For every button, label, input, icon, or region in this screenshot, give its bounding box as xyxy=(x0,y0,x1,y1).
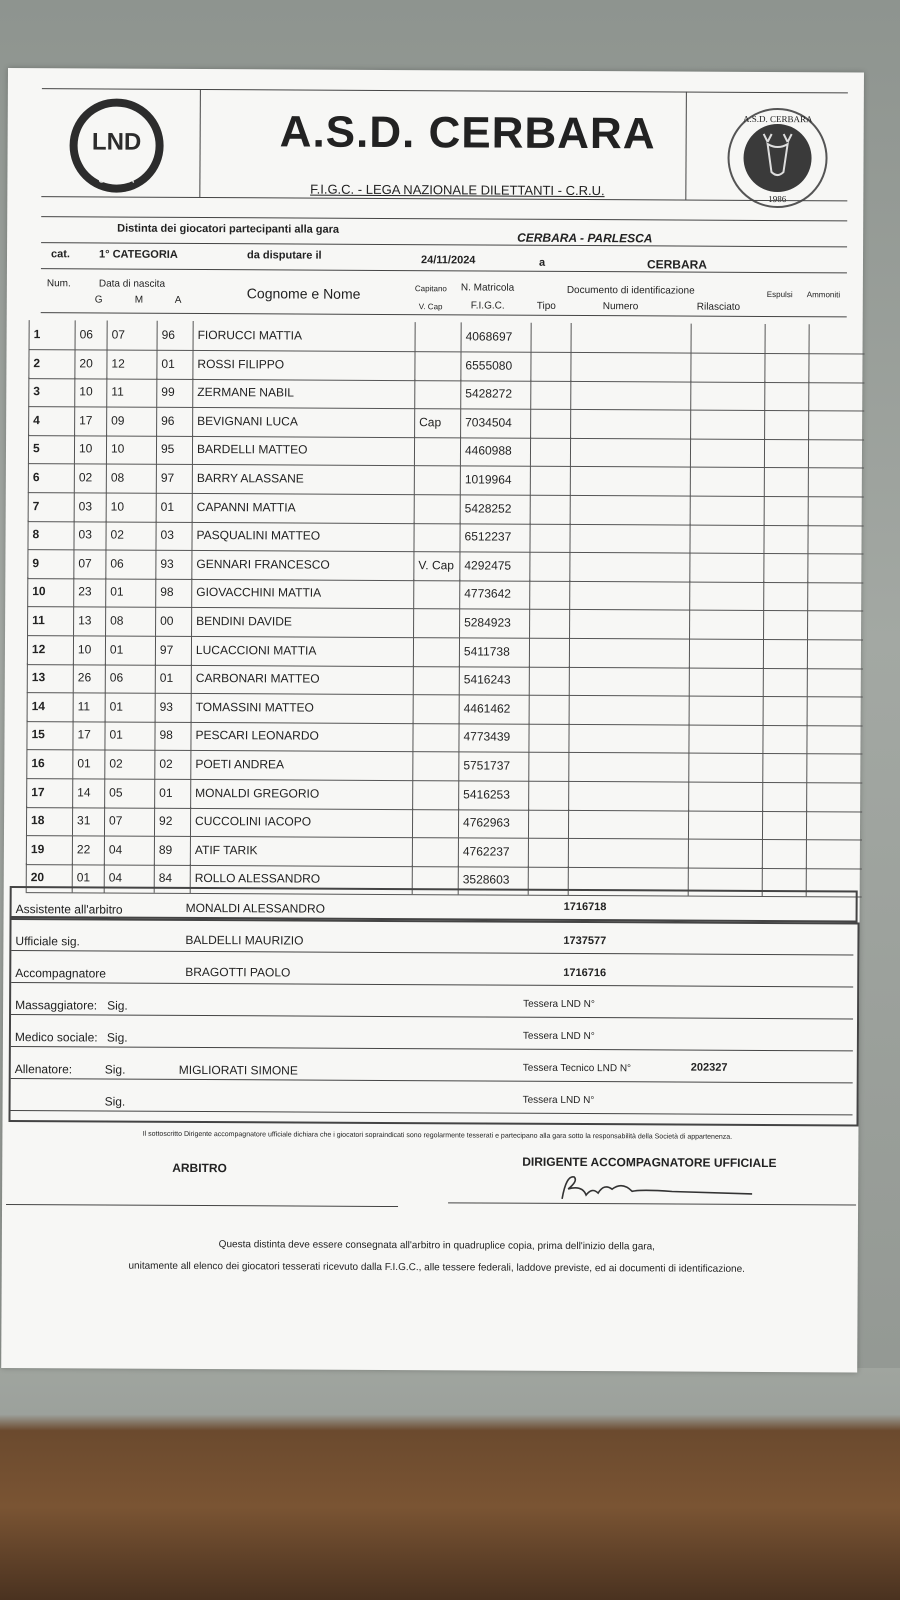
col-numero: Numero xyxy=(602,301,639,313)
player-number: 14 xyxy=(27,692,73,721)
espulsi-cell xyxy=(764,496,808,525)
masseur-tessera: Tessera LND N° xyxy=(523,998,595,1011)
player-birth-year: 92 xyxy=(154,807,190,836)
coach-tessera: Tessera Tecnico LND N° xyxy=(522,1062,632,1075)
player-birth-day: 31 xyxy=(72,807,104,836)
col-tipo: Tipo xyxy=(536,300,556,312)
player-number: 13 xyxy=(27,663,73,692)
note-line-2: unitamente all elenco dei giocatori tesserati ricevuto dalla F.I.G.C., alle tessere federali, laddove previste, ed ai documenti di identificazione. xyxy=(128,1260,745,1275)
doc-rilasciato-cell xyxy=(688,810,762,839)
player-birth-day: 17 xyxy=(74,406,106,435)
doc-numero-cell xyxy=(569,638,689,668)
player-number: 19 xyxy=(26,835,72,864)
staff-box xyxy=(8,918,859,1126)
doc-tipo-cell xyxy=(530,466,570,495)
player-birth-day: 01 xyxy=(72,749,104,778)
espulsi-cell xyxy=(763,553,807,582)
espulsi-cell xyxy=(764,381,808,410)
ammoniti-cell xyxy=(807,696,863,725)
doc-tipo-cell xyxy=(530,437,570,466)
companion-name: BRAGOTTI PAOLO xyxy=(185,964,291,980)
player-number: 9 xyxy=(27,549,73,578)
doc-numero-cell xyxy=(568,752,688,782)
doc-numero-cell xyxy=(569,580,689,610)
player-birth-year: 02 xyxy=(154,750,190,779)
col-g: G xyxy=(94,294,103,306)
medic-sig: Sig. xyxy=(106,1030,128,1045)
espulsi-cell xyxy=(764,438,808,467)
col-m: M xyxy=(134,294,144,306)
doc-rilasciato-cell xyxy=(690,381,764,410)
player-matricola: 5751737 xyxy=(458,751,528,780)
declaration-text: Il sottoscritto Dirigente accompagnatore ufficiale dichiara che i giocatori sopraindicati sono regolarmente tesserati e partecipano alla gara sotto la responsabilità della Società di appartenenza. xyxy=(142,1130,733,1141)
player-name: CAPANNI MATTIA xyxy=(192,493,414,523)
extra-sig: Sig. xyxy=(104,1094,126,1109)
player-role xyxy=(412,780,458,809)
ammoniti-cell xyxy=(808,467,864,496)
doc-tipo-cell xyxy=(530,380,570,409)
doc-numero-cell xyxy=(569,609,689,639)
player-number: 20 xyxy=(26,863,72,892)
player-birth-day: 13 xyxy=(73,606,105,635)
doc-rilasciato-cell xyxy=(688,753,762,782)
player-role xyxy=(414,351,460,380)
club-crest xyxy=(727,108,828,209)
doc-tipo-cell xyxy=(530,351,570,380)
coach-sig: Sig. xyxy=(104,1062,126,1077)
doc-tipo-cell xyxy=(529,666,569,695)
col-figc: F.I.G.C. xyxy=(470,300,505,312)
doc-rilasciato-cell xyxy=(689,610,763,639)
player-matricola: 6512237 xyxy=(459,523,529,552)
player-name: MONALDI GREGORIO xyxy=(190,779,412,809)
player-birth-year: 96 xyxy=(156,407,192,436)
player-birth-year: 98 xyxy=(154,721,190,750)
player-name: ROSSI FILIPPO xyxy=(192,350,414,380)
ammoniti-cell xyxy=(808,439,864,468)
player-birth-year: 99 xyxy=(156,378,192,407)
player-birth-month: 02 xyxy=(104,750,154,779)
cat-label: cat. xyxy=(50,248,71,261)
extra-tessera: Tessera LND N° xyxy=(522,1094,595,1107)
player-number: 12 xyxy=(27,635,73,664)
ammoniti-cell xyxy=(808,381,864,410)
player-role xyxy=(413,637,459,666)
player-name: BEVIGNANI LUCA xyxy=(192,407,414,437)
lnd-logo-text: LND xyxy=(91,128,142,156)
ammoniti-cell xyxy=(807,582,863,611)
player-matricola: 4461462 xyxy=(459,694,529,723)
doc-numero-cell xyxy=(569,666,689,696)
match-sheet xyxy=(1,68,864,1372)
player-birth-month: 07 xyxy=(104,807,154,836)
doc-numero-cell xyxy=(569,695,689,725)
wooden-table-background xyxy=(0,1368,900,1600)
player-matricola: 5416253 xyxy=(458,780,528,809)
player-number: 6 xyxy=(28,463,74,492)
player-birth-day: 07 xyxy=(73,549,105,578)
player-role xyxy=(415,322,461,351)
masseur-sig: Sig. xyxy=(107,998,128,1013)
player-number: 1 xyxy=(29,320,75,349)
player-name: PASQUALINI MATTEO xyxy=(191,521,413,551)
match-teams: CERBARA - PARLESCA xyxy=(517,230,653,246)
player-name: GENNARI FRANCESCO xyxy=(191,550,413,580)
player-birth-month: 06 xyxy=(105,664,155,693)
espulsi-cell xyxy=(763,696,807,725)
club-title: A.S.D. CERBARA xyxy=(279,107,656,159)
player-birth-day: 22 xyxy=(72,835,104,864)
medic-label: Medico sociale: xyxy=(14,1030,98,1045)
player-birth-month: 10 xyxy=(106,492,156,521)
player-role xyxy=(414,437,460,466)
doc-numero-cell xyxy=(570,352,690,382)
doc-numero-cell xyxy=(569,552,689,582)
player-role xyxy=(412,837,458,866)
player-name: CUCCOLINI IACOPO xyxy=(190,807,412,837)
player-number: 10 xyxy=(27,577,73,606)
player-role xyxy=(413,522,459,551)
club-crest-year: 1986 xyxy=(768,193,787,205)
player-birth-month: 08 xyxy=(106,464,156,493)
official-number: 1737577 xyxy=(563,934,607,948)
player-matricola: 4068697 xyxy=(461,322,531,351)
player-role xyxy=(413,580,459,609)
player-birth-day: 20 xyxy=(74,349,106,378)
doc-rilasciato-cell xyxy=(690,352,764,381)
player-birth-day: 23 xyxy=(73,578,105,607)
player-birth-month: 02 xyxy=(105,521,155,550)
player-matricola: 3528603 xyxy=(458,866,528,895)
player-name: BENDINI DAVIDE xyxy=(191,607,413,637)
ammoniti-cell xyxy=(807,524,863,553)
doc-numero-cell xyxy=(570,495,690,525)
ammoniti-cell xyxy=(809,324,865,353)
player-birth-month: 04 xyxy=(104,835,154,864)
ammoniti-cell xyxy=(806,725,862,754)
player-birth-day: 10 xyxy=(74,435,106,464)
doc-tipo-cell xyxy=(529,609,569,638)
player-name: ZERMANE NABIL xyxy=(192,378,414,408)
player-number: 16 xyxy=(26,749,72,778)
ammoniti-cell xyxy=(807,610,863,639)
player-matricola: 1019964 xyxy=(460,465,530,494)
player-birth-year: 01 xyxy=(156,349,192,378)
companion-label: Accompagnatore xyxy=(15,966,107,981)
player-role xyxy=(414,494,460,523)
player-name: TOMASSINI MATTEO xyxy=(191,693,413,723)
ammoniti-cell xyxy=(806,810,862,839)
player-role xyxy=(413,694,459,723)
player-name: CARBONARI MATTEO xyxy=(191,664,413,694)
doc-rilasciato-cell xyxy=(689,695,763,724)
player-birth-year: 97 xyxy=(155,635,191,664)
espulsi-cell xyxy=(763,581,807,610)
doc-tipo-cell xyxy=(530,494,570,523)
doc-numero-cell xyxy=(570,409,690,439)
player-birth-month: 01 xyxy=(105,578,155,607)
arbitro-label: ARBITRO xyxy=(172,1160,227,1176)
player-birth-year: 84 xyxy=(154,864,190,893)
player-birth-month: 01 xyxy=(104,721,154,750)
doc-tipo-cell xyxy=(531,323,571,352)
doc-numero-cell xyxy=(568,723,688,753)
player-name: BARRY ALASSANE xyxy=(192,464,414,494)
doc-tipo-cell xyxy=(528,752,568,781)
player-matricola: 4762237 xyxy=(458,837,528,866)
player-birth-month: 01 xyxy=(105,692,155,721)
doc-numero-cell xyxy=(568,781,688,811)
col-document: Documento di identificazione xyxy=(566,284,695,297)
player-matricola: 7034504 xyxy=(460,408,530,437)
doc-rilasciato-cell xyxy=(690,467,764,496)
player-birth-year: 03 xyxy=(155,521,191,550)
masseur-label: Massaggiatore: xyxy=(15,998,98,1013)
espulsi-cell xyxy=(765,324,809,353)
player-matricola: 4773642 xyxy=(459,580,529,609)
doc-tipo-cell xyxy=(530,409,570,438)
player-birth-month: 11 xyxy=(106,378,156,407)
player-matricola: 5284923 xyxy=(459,608,529,637)
player-birth-month: 10 xyxy=(106,435,156,464)
doc-tipo-cell xyxy=(529,637,569,666)
player-birth-day: 17 xyxy=(72,721,104,750)
ammoniti-cell xyxy=(806,782,862,811)
player-birth-month: 06 xyxy=(105,549,155,578)
espulsi-cell xyxy=(762,724,806,753)
doc-numero-cell xyxy=(568,809,688,839)
player-birth-year: 93 xyxy=(155,693,191,722)
federation-title: F.I.G.C. - LEGA NAZIONALE DILETTANTI - C.R.U. xyxy=(310,181,605,199)
doc-numero-cell xyxy=(568,838,688,868)
doc-rilasciato-cell xyxy=(690,495,764,524)
col-name: Cognome e Nome xyxy=(246,285,361,302)
ammoniti-cell xyxy=(807,667,863,696)
espulsi-cell xyxy=(763,610,807,639)
player-role xyxy=(412,751,458,780)
player-birth-year: 95 xyxy=(156,435,192,464)
col-espulsi: Espulsi xyxy=(766,289,793,300)
doc-rilasciato-cell xyxy=(689,581,763,610)
doc-numero-cell xyxy=(570,380,690,410)
player-name: PESCARI LEONARDO xyxy=(190,721,412,751)
ammoniti-cell xyxy=(806,839,862,868)
player-birth-year: 00 xyxy=(155,607,191,636)
player-matricola: 6555080 xyxy=(460,351,530,380)
player-role xyxy=(413,665,459,694)
lnd-logo xyxy=(69,98,163,192)
col-ammoniti: Ammoniti xyxy=(806,290,841,300)
doc-numero-cell xyxy=(569,523,689,553)
player-birth-day: 01 xyxy=(72,864,104,893)
player-matricola: 4292475 xyxy=(459,551,529,580)
player-number: 17 xyxy=(26,778,72,807)
player-birth-day: 14 xyxy=(72,778,104,807)
ammoniti-cell xyxy=(808,410,864,439)
ammoniti-cell xyxy=(806,753,862,782)
col-captain: Capitano xyxy=(414,284,447,294)
player-role xyxy=(412,808,458,837)
official-label: Ufficiale sig. xyxy=(15,934,80,949)
assistant-box xyxy=(10,886,858,922)
player-birth-year: 01 xyxy=(155,664,191,693)
player-number: 3 xyxy=(28,377,74,406)
assistant-name: MONALDI ALESSANDRO xyxy=(185,900,326,916)
doc-tipo-cell xyxy=(529,695,569,724)
player-birth-day: 11 xyxy=(73,692,105,721)
doc-rilasciato-cell xyxy=(689,638,763,667)
player-birth-year: 96 xyxy=(157,321,193,350)
player-role xyxy=(412,723,458,752)
player-name: GIOVACCHINI MATTIA xyxy=(191,578,413,608)
player-number: 18 xyxy=(26,806,72,835)
medic-tessera: Tessera LND N° xyxy=(522,1030,595,1043)
player-matricola: 5428252 xyxy=(460,494,530,523)
player-birth-day: 06 xyxy=(75,320,107,349)
player-matricola: 5428272 xyxy=(460,380,530,409)
doc-tipo-cell xyxy=(528,780,568,809)
distinta-label: Distinta dei giocatori partecipanti alla gara xyxy=(117,222,340,236)
col-rilasciato: Rilasciato xyxy=(696,301,741,313)
player-matricola: 4762963 xyxy=(458,809,528,838)
espulsi-cell xyxy=(763,667,807,696)
assistant-label: Assistente all'arbitro xyxy=(15,902,123,917)
doc-rilasciato-cell xyxy=(689,524,763,553)
player-matricola: 4773439 xyxy=(458,723,528,752)
doc-numero-cell xyxy=(570,437,690,467)
doc-rilasciato-cell xyxy=(688,838,762,867)
ammoniti-cell xyxy=(807,639,863,668)
deer-icon xyxy=(743,124,811,192)
espulsi-cell xyxy=(763,639,807,668)
player-birth-month: 04 xyxy=(104,864,154,893)
espulsi-cell xyxy=(762,839,806,868)
coach-number: 202327 xyxy=(690,1061,728,1074)
col-matricola: N. Matricola xyxy=(460,282,515,294)
lnd-logo-sub: UMBRIA xyxy=(98,174,135,185)
doc-rilasciato-cell xyxy=(691,324,765,353)
doc-tipo-cell xyxy=(528,838,568,867)
espulsi-cell xyxy=(763,524,807,553)
doc-rilasciato-cell xyxy=(688,781,762,810)
player-role: V. Cap xyxy=(413,551,459,580)
player-number: 11 xyxy=(27,606,73,635)
player-number: 5 xyxy=(28,435,74,464)
note-line-1: Questa distinta deve essere consegnata all'arbitro in quadruplice copia, prima dell'inizio della gara, xyxy=(218,1239,656,1253)
player-name: BARDELLI MATTEO xyxy=(192,435,414,465)
player-number: 8 xyxy=(27,520,73,549)
player-birth-day: 03 xyxy=(74,492,106,521)
player-matricola: 5416243 xyxy=(459,666,529,695)
espulsi-cell xyxy=(762,753,806,782)
player-name: POETI ANDREA xyxy=(190,750,412,780)
player-name: ATIF TARIK xyxy=(190,836,412,866)
match-place: CERBARA xyxy=(646,257,708,272)
match-date: 24/11/2024 xyxy=(420,254,476,267)
player-matricola: 4460988 xyxy=(460,437,530,466)
player-birth-year: 01 xyxy=(154,778,190,807)
player-birth-year: 01 xyxy=(156,492,192,521)
doc-tipo-cell xyxy=(528,723,568,752)
doc-rilasciato-cell xyxy=(690,409,764,438)
player-name: FIORUCCI MATTIA xyxy=(193,321,415,351)
player-birth-year: 89 xyxy=(154,836,190,865)
doc-rilasciato-cell xyxy=(690,438,764,467)
player-number: 2 xyxy=(28,349,74,378)
player-birth-month: 05 xyxy=(104,778,154,807)
assistant-number: 1716718 xyxy=(563,900,607,914)
dirigente-signature xyxy=(552,1167,772,1213)
player-birth-day: 26 xyxy=(73,664,105,693)
dirigente-label: DIRIGENTE ACCOMPAGNATORE UFFICIALE xyxy=(522,1154,777,1171)
club-crest-name: A.S.D. CERBARA xyxy=(742,113,813,125)
ammoniti-cell xyxy=(808,353,864,382)
doc-tipo-cell xyxy=(528,809,568,838)
category-value: 1° CATEGORIA xyxy=(98,248,178,261)
player-number: 15 xyxy=(26,720,72,749)
player-birth-month: 12 xyxy=(106,349,156,378)
player-birth-year: 97 xyxy=(156,464,192,493)
player-role: Cap xyxy=(414,408,460,437)
player-role xyxy=(414,465,460,494)
player-birth-month: 01 xyxy=(105,635,155,664)
doc-rilasciato-cell xyxy=(688,724,762,753)
player-role xyxy=(413,608,459,637)
place-label: a xyxy=(538,256,546,269)
espulsi-cell xyxy=(764,467,808,496)
player-birth-year: 98 xyxy=(155,578,191,607)
espulsi-cell xyxy=(764,353,808,382)
player-number: 7 xyxy=(28,492,74,521)
date-label: da disputare il xyxy=(246,249,322,262)
col-a: A xyxy=(174,294,182,306)
player-role xyxy=(414,379,460,408)
col-num: Num. xyxy=(46,278,71,290)
doc-tipo-cell xyxy=(529,552,569,581)
player-birth-month: 09 xyxy=(106,406,156,435)
player-birth-day: 10 xyxy=(74,378,106,407)
doc-numero-cell xyxy=(570,466,690,496)
player-birth-month: 08 xyxy=(105,607,155,636)
espulsi-cell xyxy=(762,782,806,811)
col-birth: Data di nascita xyxy=(98,278,166,290)
companion-number: 1716716 xyxy=(563,966,607,980)
ammoniti-cell xyxy=(807,553,863,582)
espulsi-cell xyxy=(764,410,808,439)
player-birth-day: 02 xyxy=(74,463,106,492)
doc-numero-cell xyxy=(571,323,691,353)
doc-tipo-cell xyxy=(529,580,569,609)
official-name: BALDELLI MAURIZIO xyxy=(185,932,304,948)
player-birth-day: 10 xyxy=(73,635,105,664)
player-number: 4 xyxy=(28,406,74,435)
player-name: LUCACCIONI MATTIA xyxy=(191,636,413,666)
coach-label: Allenatore: xyxy=(14,1062,73,1077)
player-birth-day: 03 xyxy=(73,521,105,550)
coach-name: MIGLIORATI SIMONE xyxy=(178,1062,298,1078)
player-name: ROLLO ALESSANDRO xyxy=(190,864,412,894)
doc-rilasciato-cell xyxy=(689,552,763,581)
doc-tipo-cell xyxy=(529,523,569,552)
ammoniti-cell xyxy=(808,496,864,525)
player-birth-year: 93 xyxy=(155,550,191,579)
espulsi-cell xyxy=(762,810,806,839)
player-birth-month: 07 xyxy=(107,321,157,350)
doc-rilasciato-cell xyxy=(689,667,763,696)
player-matricola: 5411738 xyxy=(459,637,529,666)
col-vcap: V. Cap xyxy=(418,302,443,312)
